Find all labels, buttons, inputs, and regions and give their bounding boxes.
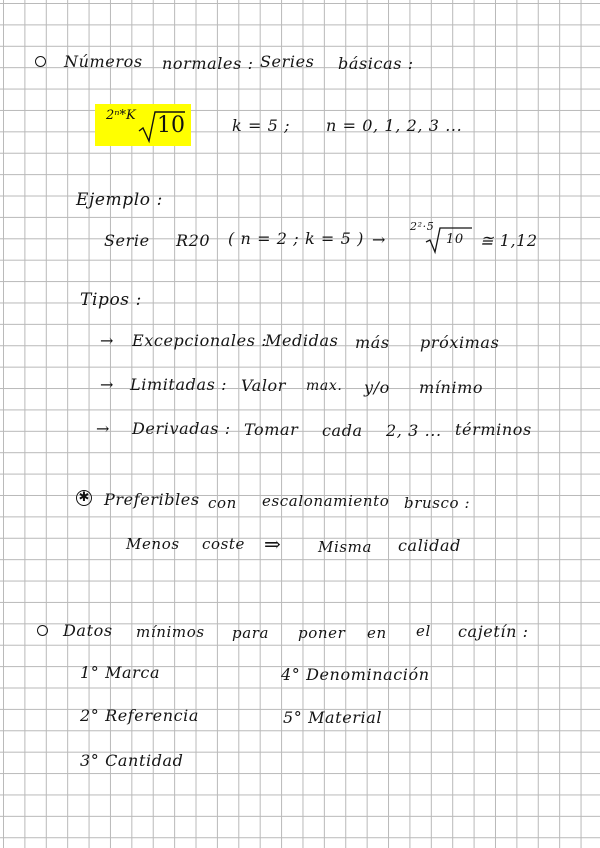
tipo-desc-word: y/o	[364, 378, 390, 397]
tipo-desc-word: Valor	[241, 376, 287, 395]
heading-word: básicas :	[338, 54, 414, 73]
ejemplo-serie: Serie	[104, 231, 150, 250]
heading-word: Números	[64, 52, 143, 71]
heading-word: Series	[260, 52, 315, 71]
arrow-right-icon: →	[100, 331, 115, 350]
arrow-right-icon: →	[372, 230, 387, 249]
heading-word: Datos	[63, 621, 113, 640]
heading-word: en	[367, 624, 387, 642]
tipo-desc-word: próximas	[420, 333, 500, 352]
menos-word: calidad	[398, 536, 461, 555]
list-item: 3° Cantidad	[80, 751, 184, 770]
menos-word: Menos	[126, 535, 180, 553]
ejemplo-radicand: 10	[446, 232, 464, 247]
heading-word: poner	[298, 624, 346, 642]
list-item: 2° Referencia	[80, 706, 200, 725]
bullet-circle-icon	[35, 56, 46, 67]
k-equation: k = 5 ;	[232, 116, 291, 135]
list-item: 1° Marca	[80, 663, 161, 682]
n-equation: n = 0, 1, 2, 3 ...	[326, 116, 463, 135]
tipo-desc-word: términos	[455, 420, 532, 439]
tipo-name: Limitadas :	[130, 375, 228, 394]
heading-word: el	[416, 622, 431, 640]
tipo-desc-word: cada	[322, 421, 363, 440]
heading-word: mínimos	[136, 623, 205, 641]
ejemplo-code: R20	[176, 231, 211, 250]
formula-radicand: 10	[157, 113, 185, 138]
ejemplo-approx: ≅ 1,12	[480, 231, 538, 250]
implies-arrow-icon: ⇒	[264, 532, 282, 556]
preferibles-word: Preferibles	[104, 490, 200, 509]
list-item: 5° Material	[283, 708, 383, 727]
formula-exponent: 2ⁿ*K	[106, 108, 136, 123]
tipo-desc-word: max.	[306, 378, 343, 394]
menos-word: coste	[202, 535, 246, 553]
tipo-name: Excepcionales :	[132, 331, 268, 350]
ejemplo-params: ( n = 2 ; k = 5 )	[228, 229, 364, 248]
menos-word: Misma	[318, 538, 373, 556]
preferibles-word: escalonamiento	[262, 492, 390, 510]
tipos-label: Tipos :	[80, 290, 142, 310]
tipo-desc-word: Tomar	[244, 420, 299, 439]
preferibles-word: con	[208, 494, 237, 512]
tipo-desc-word: mínimo	[419, 378, 484, 397]
preferibles-word: brusco :	[404, 494, 471, 512]
heading-word: normales :	[162, 54, 254, 73]
ejemplo-label: Ejemplo :	[76, 190, 163, 210]
arrow-right-icon: →	[100, 375, 115, 394]
tipo-desc-word: 2, 3 ...	[386, 421, 442, 440]
asterisk-circle-icon: ✱	[76, 490, 92, 506]
list-item: 4° Denominación	[281, 665, 430, 684]
bullet-circle-icon	[37, 625, 48, 636]
tipo-name: Derivadas :	[132, 419, 231, 438]
arrow-right-icon: →	[96, 419, 111, 438]
formula-highlight	[95, 104, 191, 146]
heading-word: para	[232, 624, 270, 642]
root-index: 2²·5	[410, 220, 435, 233]
heading-word: cajetín :	[458, 622, 529, 641]
tipo-desc-word: más	[355, 333, 390, 352]
tipo-desc-word: Medidas	[265, 331, 339, 350]
